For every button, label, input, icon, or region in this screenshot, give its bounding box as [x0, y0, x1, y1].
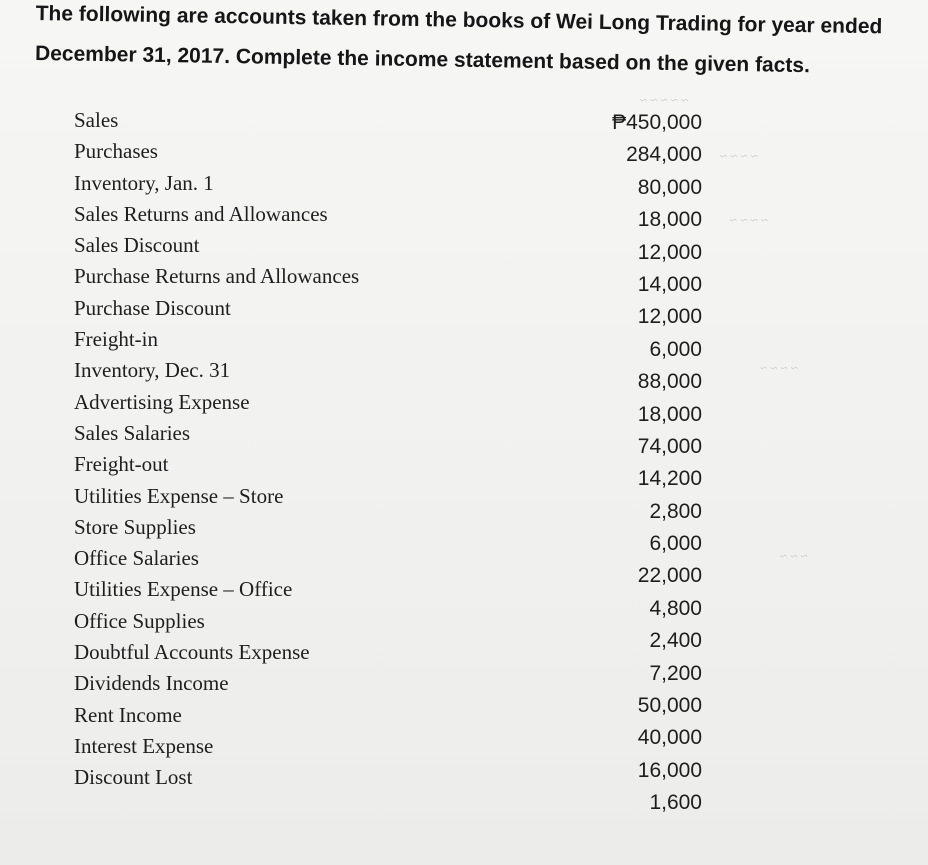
account-name: Utilities Expense – Office: [74, 577, 293, 602]
instructions-line-1: The following are accounts taken from the books of Wei Long Trading for year ended: [35, 1, 883, 39]
account-name: Sales Salaries: [74, 420, 191, 445]
bleed-through-mark: ~ ~ ~: [780, 548, 808, 563]
account-amount: 18,000: [637, 402, 702, 426]
account-amount: 2,400: [649, 629, 702, 653]
account-name: Dividends Income: [74, 671, 229, 696]
account-name: Purchase Discount: [74, 295, 231, 320]
account-name: Discount Lost: [74, 765, 193, 790]
account-name: Sales Discount: [74, 233, 200, 258]
account-amount: 284,000: [626, 143, 702, 167]
account-amount: 7,200: [649, 661, 702, 685]
account-name: Office Salaries: [74, 546, 199, 571]
account-name: Freight-in: [74, 327, 158, 352]
account-amount: ₱450,000: [612, 111, 702, 134]
account-name: Advertising Expense: [74, 389, 250, 414]
account-name: Rent Income: [74, 702, 182, 727]
account-amount: 6,000: [649, 532, 702, 556]
account-name: Purchases: [74, 139, 158, 164]
account-names-column: [74, 105, 474, 794]
account-amount: 14,000: [637, 272, 702, 296]
bleed-through-mark: ~ ~ ~ ~: [730, 212, 768, 227]
account-amounts-column: [560, 107, 702, 820]
instructions-line-2: December 31, 2017. Complete the income statement based on the given facts.: [34, 41, 811, 78]
account-amount: 6,000: [649, 337, 702, 361]
account-amount: 50,000: [637, 694, 702, 718]
account-amount: 12,000: [637, 240, 702, 264]
account-amount: 12,000: [637, 305, 702, 329]
account-amount: 40,000: [637, 726, 702, 750]
instructions-heading: [35, 0, 928, 88]
account-name: Store Supplies: [74, 514, 196, 539]
account-name: Sales: [74, 108, 119, 132]
account-amount: 74,000: [637, 434, 702, 458]
account-amount: 22,000: [637, 564, 702, 588]
account-name: Interest Expense: [74, 733, 214, 758]
account-amount: 2,800: [649, 499, 702, 523]
account-amount: 18,000: [637, 208, 702, 232]
account-amount: 1,600: [649, 791, 702, 815]
account-name: Purchase Returns and Allowances: [74, 264, 360, 289]
account-name: Office Supplies: [74, 608, 205, 633]
account-name: Doubtful Accounts Expense: [74, 640, 310, 665]
account-amount: 88,000: [637, 370, 702, 394]
account-name: Inventory, Jan. 1: [74, 170, 214, 195]
bleed-through-mark: ~ ~ ~ ~: [720, 148, 758, 163]
account-name: Inventory, Dec. 31: [74, 358, 231, 383]
account-name: Sales Returns and Allowances: [74, 201, 328, 226]
account-amount: 4,800: [649, 596, 702, 620]
account-name: Freight-out: [74, 452, 169, 477]
bleed-through-mark: ~ ~ ~ ~ ~: [640, 92, 689, 107]
account-name: Utilities Expense – Store: [74, 483, 284, 508]
account-amount: 16,000: [637, 758, 702, 782]
account-amount: 80,000: [637, 175, 702, 199]
account-amount: 14,200: [637, 467, 702, 491]
bleed-through-mark: ~ ~ ~ ~: [760, 360, 798, 375]
